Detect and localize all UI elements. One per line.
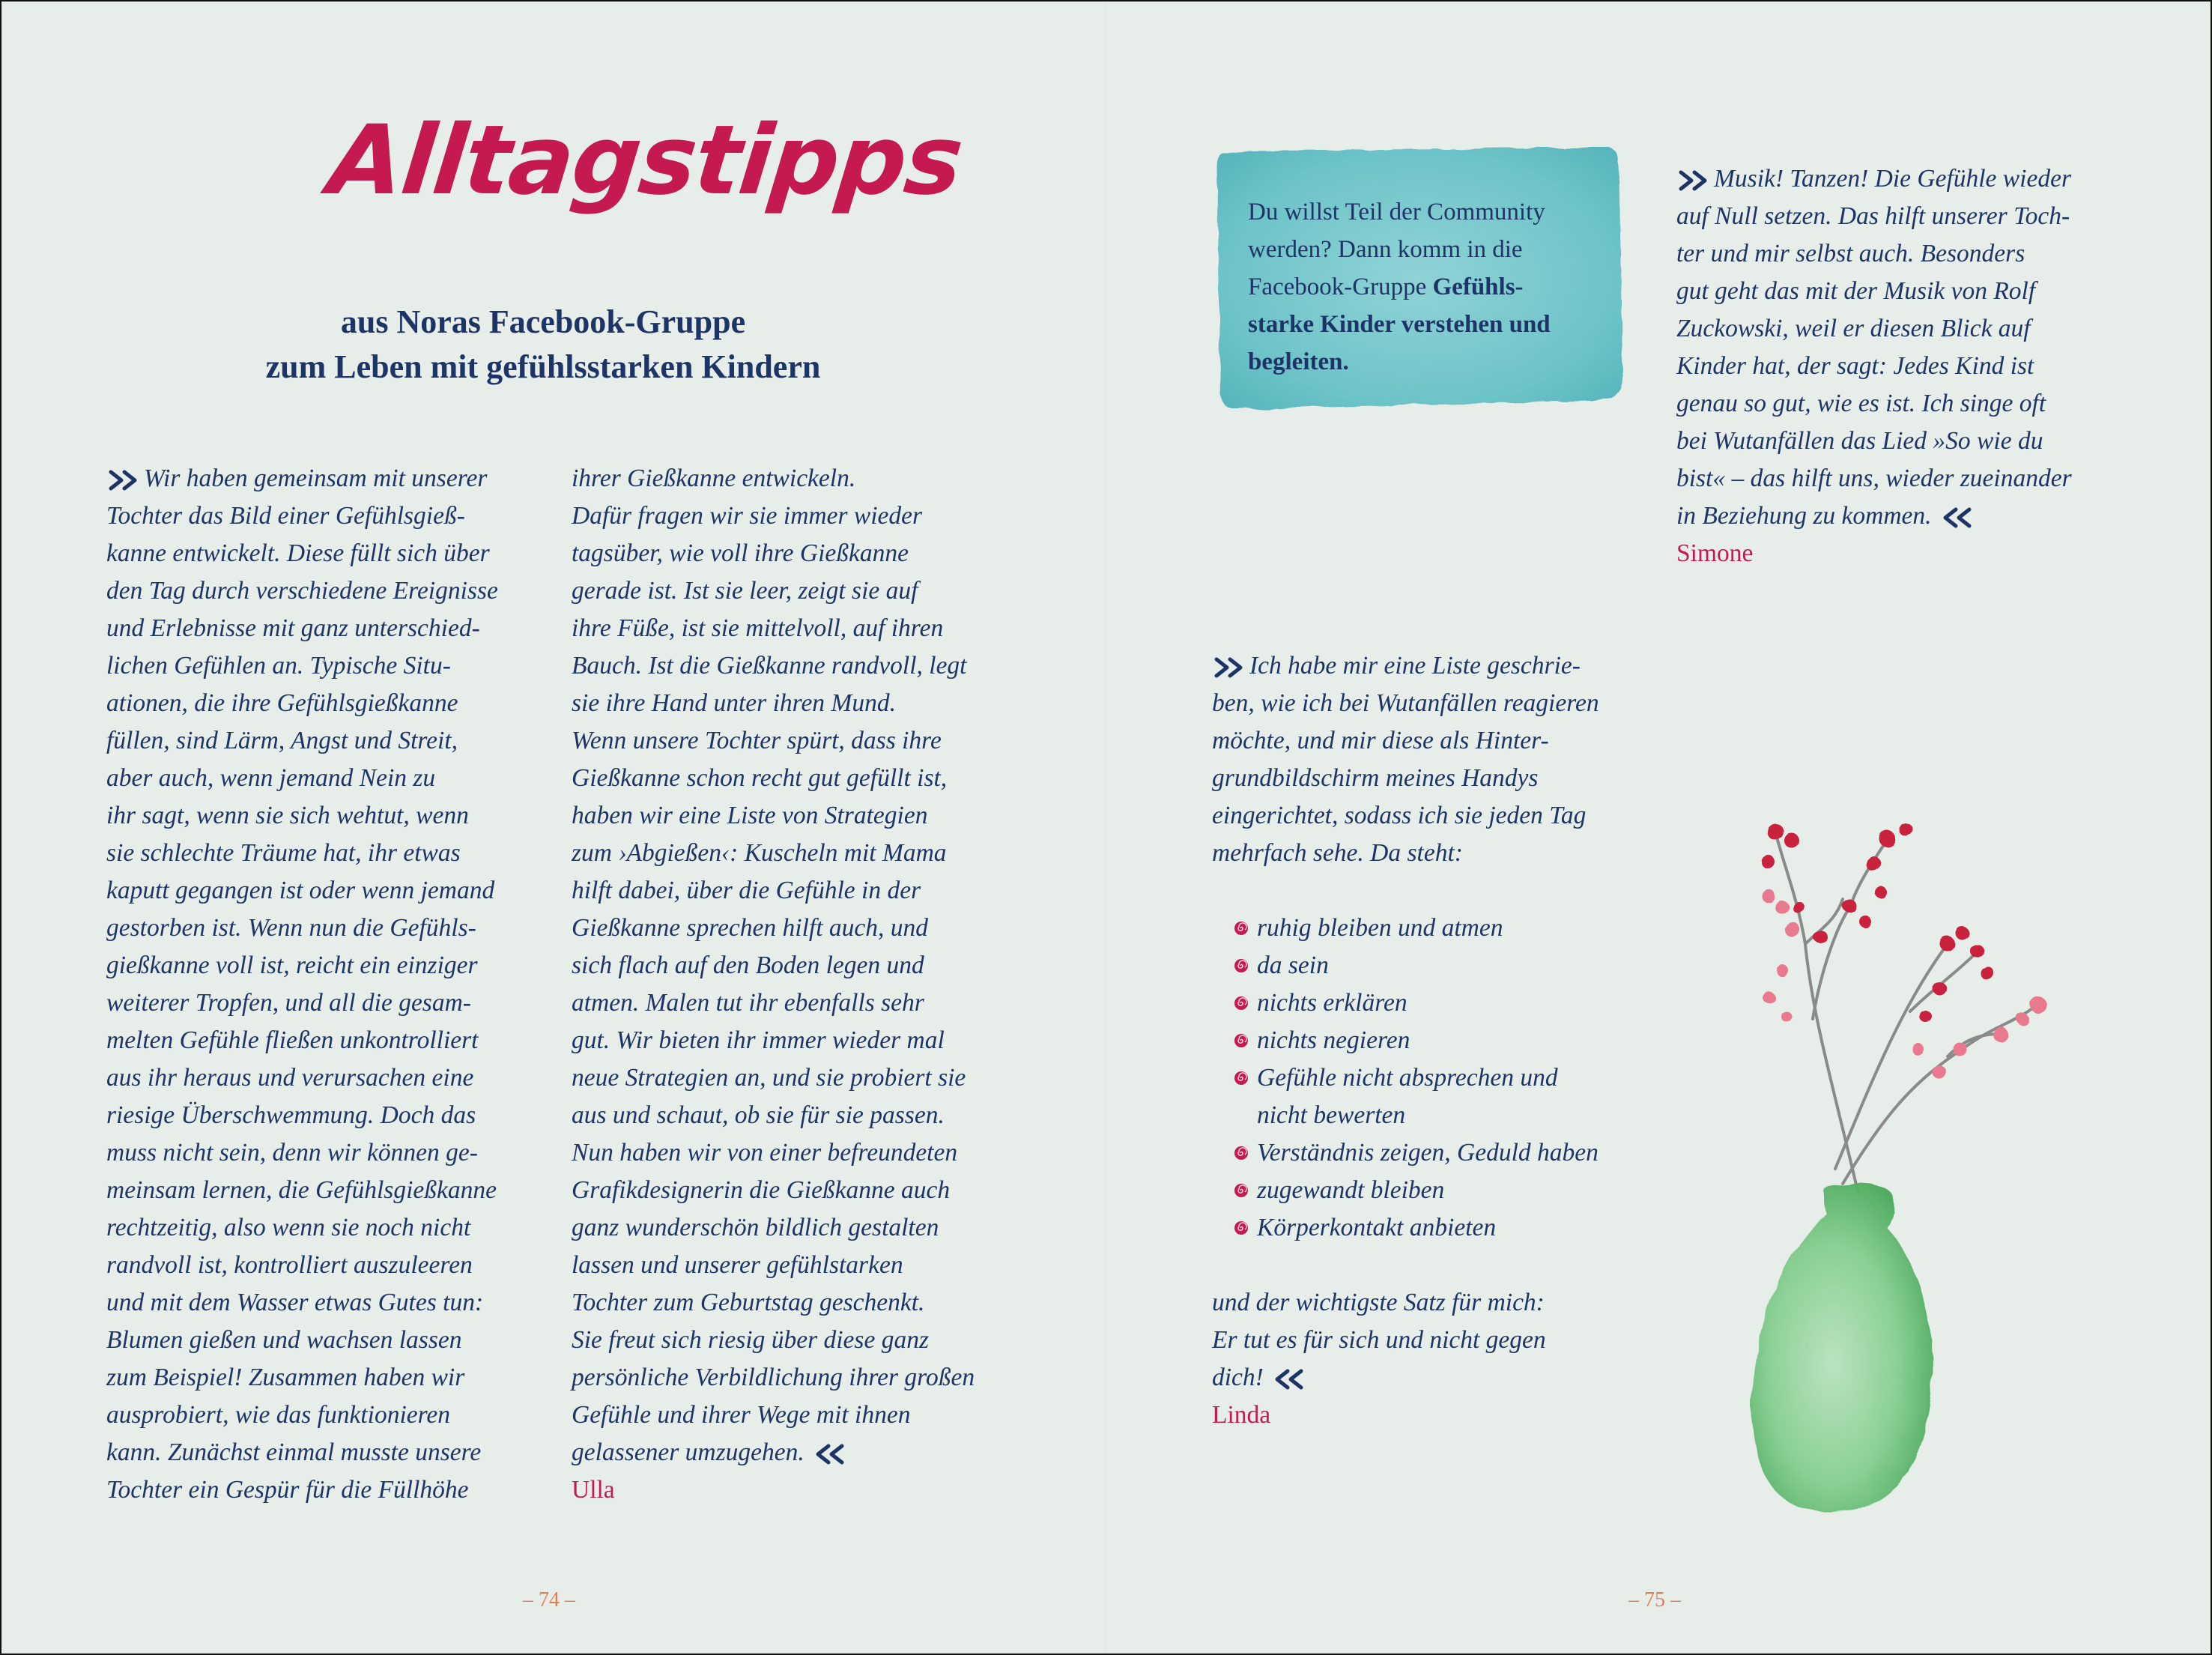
quote-author: Simone: [1676, 539, 1754, 567]
list-item: [1233, 1134, 1599, 1172]
spiral-bullet-icon: [1233, 920, 1249, 937]
quote-author: Linda: [1212, 1401, 1271, 1429]
text-line-content: gut geht das mit der Musik von Rolf: [1676, 277, 2036, 305]
subtitle-line: zum Leben mit gefühlsstarken Kindern: [265, 348, 821, 385]
text-line: [572, 1022, 1021, 1059]
text-line-content: Gießkanne schon recht gut gefüllt ist,: [572, 764, 948, 792]
callout-line: werden? Dann komm in die: [1248, 236, 1523, 263]
list-item-text: zugewandt bleiben: [1257, 1176, 1445, 1204]
callout-line: Du willst Teil der Community: [1248, 199, 1545, 226]
text-line: [106, 1172, 541, 1209]
simone-quote: [1676, 160, 2126, 572]
list-item-text: ruhig bleiben und atmen: [1257, 914, 1503, 942]
text-line-content: zum Beispiel! Zusammen haben wir: [106, 1364, 465, 1391]
text-line: [572, 835, 1021, 872]
text-line: [106, 460, 541, 497]
text-line-content: Ich habe mir eine Liste geschrie-: [1249, 652, 1581, 680]
list-item-text: Gefühle nicht absprechen und: [1257, 1064, 1558, 1092]
text-line: [106, 1359, 541, 1397]
text-line: [106, 722, 541, 760]
text-line-content: Wenn unsere Tochter spürt, dass ihre: [572, 727, 942, 754]
text-line: [572, 685, 1021, 722]
text-line: [1676, 310, 2126, 348]
text-line-content: kaputt gegangen ist oder wenn jemand: [106, 877, 495, 904]
text-line: [106, 910, 541, 947]
text-line: [106, 647, 541, 685]
list-item: [1233, 984, 1599, 1022]
branch-stems: [1775, 832, 2037, 1191]
list-item-text: nichts negieren: [1257, 1026, 1410, 1054]
text-line: [106, 497, 541, 535]
green-vase: [1751, 1184, 1933, 1513]
text-line-content: ihrer Gießkanne entwickeln.: [572, 465, 856, 492]
text-line: [106, 872, 541, 910]
text-line: [572, 1059, 1021, 1097]
text-line: [106, 1059, 541, 1097]
text-line-content: Gießkanne sprechen hilft auch, und: [572, 914, 929, 942]
text-line: [572, 1097, 1021, 1134]
text-line-content: Gefühle und ihrer Wege mit ihnen: [572, 1401, 911, 1429]
page-subtitle: [195, 300, 891, 390]
text-line-content: gestorben ist. Wenn nun die Gefühls-: [106, 914, 476, 942]
quote-open-icon: [1212, 656, 1248, 679]
quote-close-icon: [1271, 1368, 1307, 1391]
quote-open-icon: [106, 469, 142, 491]
quote-author: Ulla: [572, 1476, 615, 1504]
text-line-content: weiterer Tropfen, und all die gesam-: [106, 989, 471, 1017]
text-line: [106, 797, 541, 835]
community-callout-box: [1215, 147, 1624, 414]
text-line: [572, 1209, 1021, 1247]
text-line-content: sie schlechte Träume hat, ihr etwas: [106, 839, 461, 867]
text-line-content: neue Strategien an, und sie probiert sie: [572, 1064, 966, 1092]
list-item: [1233, 947, 1599, 984]
linda-quote: [1212, 647, 1661, 872]
text-line: [1676, 235, 2126, 273]
text-line-content: ganz wunderschön bildlich gestalten: [572, 1214, 939, 1241]
text-line: [106, 1434, 541, 1471]
spiral-bullet-icon: [1233, 1070, 1249, 1086]
text-line: [1212, 647, 1661, 685]
page-title: Alltagstipps: [324, 105, 967, 217]
text-line-content: rechtzeitig, also wenn sie noch nicht: [106, 1214, 471, 1241]
text-line-content: zum ›Abgießen‹: Kuscheln mit Mama: [572, 839, 947, 867]
text-line-content: Kinder hat, der sagt: Jedes Kind ist: [1676, 352, 2034, 380]
text-line-content: Tochter ein Gespür für die Füllhöhe: [106, 1476, 469, 1504]
text-line-content: den Tag durch verschiedene Ereignisse: [106, 577, 498, 605]
text-line-content: riesige Überschwemmung. Doch das: [106, 1101, 476, 1129]
page-number-right: – 75 –: [1628, 1588, 1681, 1612]
text-line-content: muss nicht sein, denn wir können ge-: [106, 1139, 478, 1167]
page-number-left: – 74 –: [523, 1588, 575, 1612]
text-line: [572, 460, 1021, 497]
text-line: [572, 1322, 1021, 1359]
text-line-content: lichen Gefühlen an. Typische Situ-: [106, 652, 451, 680]
text-line: [572, 984, 1021, 1022]
text-line-content: und Erlebnisse mit ganz unterschied-: [106, 614, 480, 642]
text-line-content: bei Wutanfällen das Lied »So wie du: [1676, 427, 2043, 455]
text-line: [1212, 1284, 1546, 1322]
text-line: [106, 1397, 541, 1434]
text-line: [106, 1097, 541, 1134]
text-line: [106, 1471, 541, 1509]
ulla-quote-column-1: [106, 460, 541, 1509]
text-line: [572, 1397, 1021, 1434]
vase-branch-illustration: [1723, 794, 2112, 1536]
text-line-content: lassen und unserer gefühlstarken: [572, 1251, 903, 1279]
text-line-content: Bauch. Ist die Gießkanne randvoll, legt: [572, 652, 967, 680]
list-item: [1233, 1172, 1599, 1209]
text-line-content: Blumen gießen und wachsen lassen: [106, 1326, 462, 1354]
callout-group-name: starke Kinder verstehen und: [1248, 311, 1551, 338]
text-line: [572, 647, 1021, 685]
text-line-content: kanne entwickelt. Diese füllt sich über: [106, 539, 490, 567]
text-line-content: füllen, sind Lärm, Angst und Streit,: [106, 727, 458, 754]
text-line: [106, 610, 541, 647]
list-item-text: nicht bewerten: [1257, 1101, 1406, 1129]
text-line-content: ihre Füße, ist sie mittelvoll, auf ihren: [572, 614, 944, 642]
text-line: [1676, 273, 2126, 310]
text-line-content: ihr sagt, wenn sie sich wehtut, wenn: [106, 802, 469, 829]
text-line-content: ben, wie ich bei Wutanfällen reagieren: [1212, 689, 1599, 717]
text-line: [572, 610, 1021, 647]
text-line: [106, 1134, 541, 1172]
text-line-content: Wir haben gemeinsam mit unserer: [144, 465, 488, 492]
community-callout-text: [1248, 193, 1600, 381]
text-line: [1212, 835, 1661, 872]
text-line-content: möchte, und mir diese als Hinter-: [1212, 727, 1549, 754]
spiral-bullet-icon: [1233, 995, 1249, 1011]
callout-line: [1248, 268, 1600, 306]
text-line: [1212, 685, 1661, 722]
text-line: [572, 910, 1021, 947]
text-line: [572, 1284, 1021, 1322]
text-line: [106, 1247, 541, 1284]
text-line-content: gießkanne voll ist, reicht ein einziger: [106, 951, 478, 979]
text-line-content: in Beziehung zu kommen.: [1676, 502, 1932, 530]
text-line-content: kann. Zunächst einmal musste unsere: [106, 1438, 482, 1466]
list-item: [1233, 1059, 1599, 1097]
quote-close-icon: [812, 1443, 848, 1465]
spiral-bullet-icon: [1233, 957, 1249, 974]
ulla-quote-column-2: [572, 460, 1021, 1509]
subtitle-line: aus Noras Facebook-Gruppe: [340, 303, 746, 340]
text-line-content: gelassener umzugehen.: [572, 1438, 804, 1466]
text-line-content: Zuckowski, weil er diesen Blick auf: [1676, 315, 2031, 342]
text-line: [572, 1172, 1021, 1209]
text-line-content: Nun haben wir von einer befreundeten: [572, 1139, 958, 1167]
text-line-content: atmen. Malen tut ihr ebenfalls sehr: [572, 989, 924, 1017]
text-line-content: eingerichtet, sodass ich sie jeden Tag: [1212, 802, 1587, 829]
text-line-content: bist« – das hilft uns, wieder zueinander: [1676, 465, 2072, 492]
text-line-content: tagsüber, wie voll ihre Gießkanne: [572, 539, 909, 567]
text-line-content: aber auch, wenn jemand Nein zu: [106, 764, 436, 792]
text-line: [106, 760, 541, 797]
text-line: [106, 1209, 541, 1247]
list-item-text: Verständnis zeigen, Geduld haben: [1257, 1139, 1599, 1167]
text-line-content: melten Gefühle fließen unkontrolliert: [106, 1026, 479, 1054]
text-line-content: und der wichtigste Satz für mich:: [1212, 1289, 1545, 1316]
text-line: [106, 1322, 541, 1359]
text-line-content: Tochter das Bild einer Gefühlsgieß-: [106, 502, 465, 530]
text-line: [1676, 348, 2126, 385]
text-line-content: Dafür fragen wir sie immer wieder: [572, 502, 923, 530]
text-line-content: Er tut es für sich und nicht gegen: [1212, 1326, 1546, 1354]
text-line-content: persönliche Verbildlichung ihrer großen: [572, 1364, 975, 1391]
callout-text: Facebook-Gruppe: [1248, 273, 1433, 300]
text-line: [572, 797, 1021, 835]
text-line: [1676, 385, 2126, 423]
text-line: [572, 872, 1021, 910]
text-line: [1676, 460, 2126, 497]
text-line: [572, 535, 1021, 572]
text-line-content: haben wir eine Liste von Strategien: [572, 802, 928, 829]
text-line: [106, 572, 541, 610]
spiral-bullet-icon: [1233, 1145, 1249, 1161]
text-line: [572, 1247, 1021, 1284]
callout-line: [1248, 343, 1600, 381]
text-line: [572, 1359, 1021, 1397]
text-line: [572, 497, 1021, 535]
spiral-bullet-icon: [1233, 1182, 1249, 1199]
text-line-content: Sie freut sich riesig über diese ganz: [572, 1326, 929, 1354]
text-line-content: meinsam lernen, die Gefühlsgießkanne: [106, 1176, 497, 1204]
text-line: [572, 1134, 1021, 1172]
text-line-content: auf Null setzen. Das hilft unserer Toch-: [1676, 202, 2070, 230]
text-line: [572, 760, 1021, 797]
text-line-content: ationen, die ihre Gefühlsgießkanne: [106, 689, 458, 717]
text-line: [1676, 198, 2126, 235]
text-line: [1212, 1322, 1546, 1359]
text-line-content: aus und schaut, ob sie für sie passen.: [572, 1101, 945, 1129]
text-line: [106, 984, 541, 1022]
text-line-content: dich!: [1212, 1364, 1264, 1391]
text-line: [1676, 160, 2126, 198]
quote-open-icon: [1676, 169, 1712, 192]
text-line-content: Musik! Tanzen! Die Gefühle wieder: [1714, 165, 2071, 193]
callout-group-name: Gefühls-: [1432, 273, 1524, 300]
list-item: [1233, 1209, 1599, 1247]
callout-line: [1248, 306, 1600, 343]
text-line-content: gerade ist. Ist sie leer, zeigt sie auf: [572, 577, 918, 605]
text-line-content: sie ihre Hand unter ihren Mund.: [572, 689, 896, 717]
quote-close-icon: [1939, 506, 1975, 529]
text-line: [572, 572, 1021, 610]
text-line-content: grundbildschirm meines Handys: [1212, 764, 1539, 792]
text-line-content: gut. Wir bieten ihr immer wieder mal: [572, 1026, 945, 1054]
text-line-content: sich flach auf den Boden legen und: [572, 951, 924, 979]
list-item: [1233, 1097, 1599, 1134]
text-line: [106, 685, 541, 722]
text-line: [1212, 760, 1661, 797]
text-line: [1212, 722, 1661, 760]
list-item-text: Körperkontakt anbieten: [1257, 1214, 1497, 1241]
text-line: [572, 1434, 1021, 1471]
text-line-content: randvoll ist, kontrolliert auszuleeren: [106, 1251, 473, 1279]
spiral-bullet-icon: [1233, 1032, 1249, 1049]
text-line-content: genau so gut, wie es ist. Ich singe oft: [1676, 390, 2046, 417]
text-line-content: aus ihr heraus und verursachen eine: [106, 1064, 474, 1092]
pink-blossoms: [1761, 889, 2046, 1080]
spiral-bullet-icon: [1233, 1220, 1249, 1236]
linda-bullet-list: [1233, 910, 1599, 1247]
text-line: [106, 1022, 541, 1059]
text-line-content: ausprobiert, wie das funktionieren: [106, 1401, 451, 1429]
text-line: [1212, 1359, 1546, 1397]
list-item-text: nichts erklären: [1257, 989, 1408, 1017]
text-line: [106, 835, 541, 872]
text-line: [1676, 497, 2126, 535]
text-line: [572, 722, 1021, 760]
text-line-content: ter und mir selbst auch. Besonders: [1676, 240, 2025, 267]
text-line: [572, 947, 1021, 984]
list-item: [1233, 1022, 1599, 1059]
text-line-content: Grafikdesignerin die Gießkanne auch: [572, 1176, 951, 1204]
text-line-content: und mit dem Wasser etwas Gutes tun:: [106, 1289, 484, 1316]
text-line: [106, 535, 541, 572]
text-line-content: hilft dabei, über die Gefühle in der: [572, 877, 921, 904]
list-item: [1233, 910, 1599, 947]
text-line: [106, 1284, 541, 1322]
linda-closing: [1212, 1284, 1546, 1434]
list-item-text: da sein: [1257, 951, 1329, 979]
text-line: [1676, 423, 2126, 460]
text-line: [1212, 797, 1661, 835]
text-line: [106, 947, 541, 984]
text-line-content: mehrfach sehe. Da steht:: [1212, 839, 1463, 867]
callout-group-name: begleiten.: [1248, 348, 1349, 375]
text-line-content: Tochter zum Geburtstag geschenkt.: [572, 1289, 925, 1316]
